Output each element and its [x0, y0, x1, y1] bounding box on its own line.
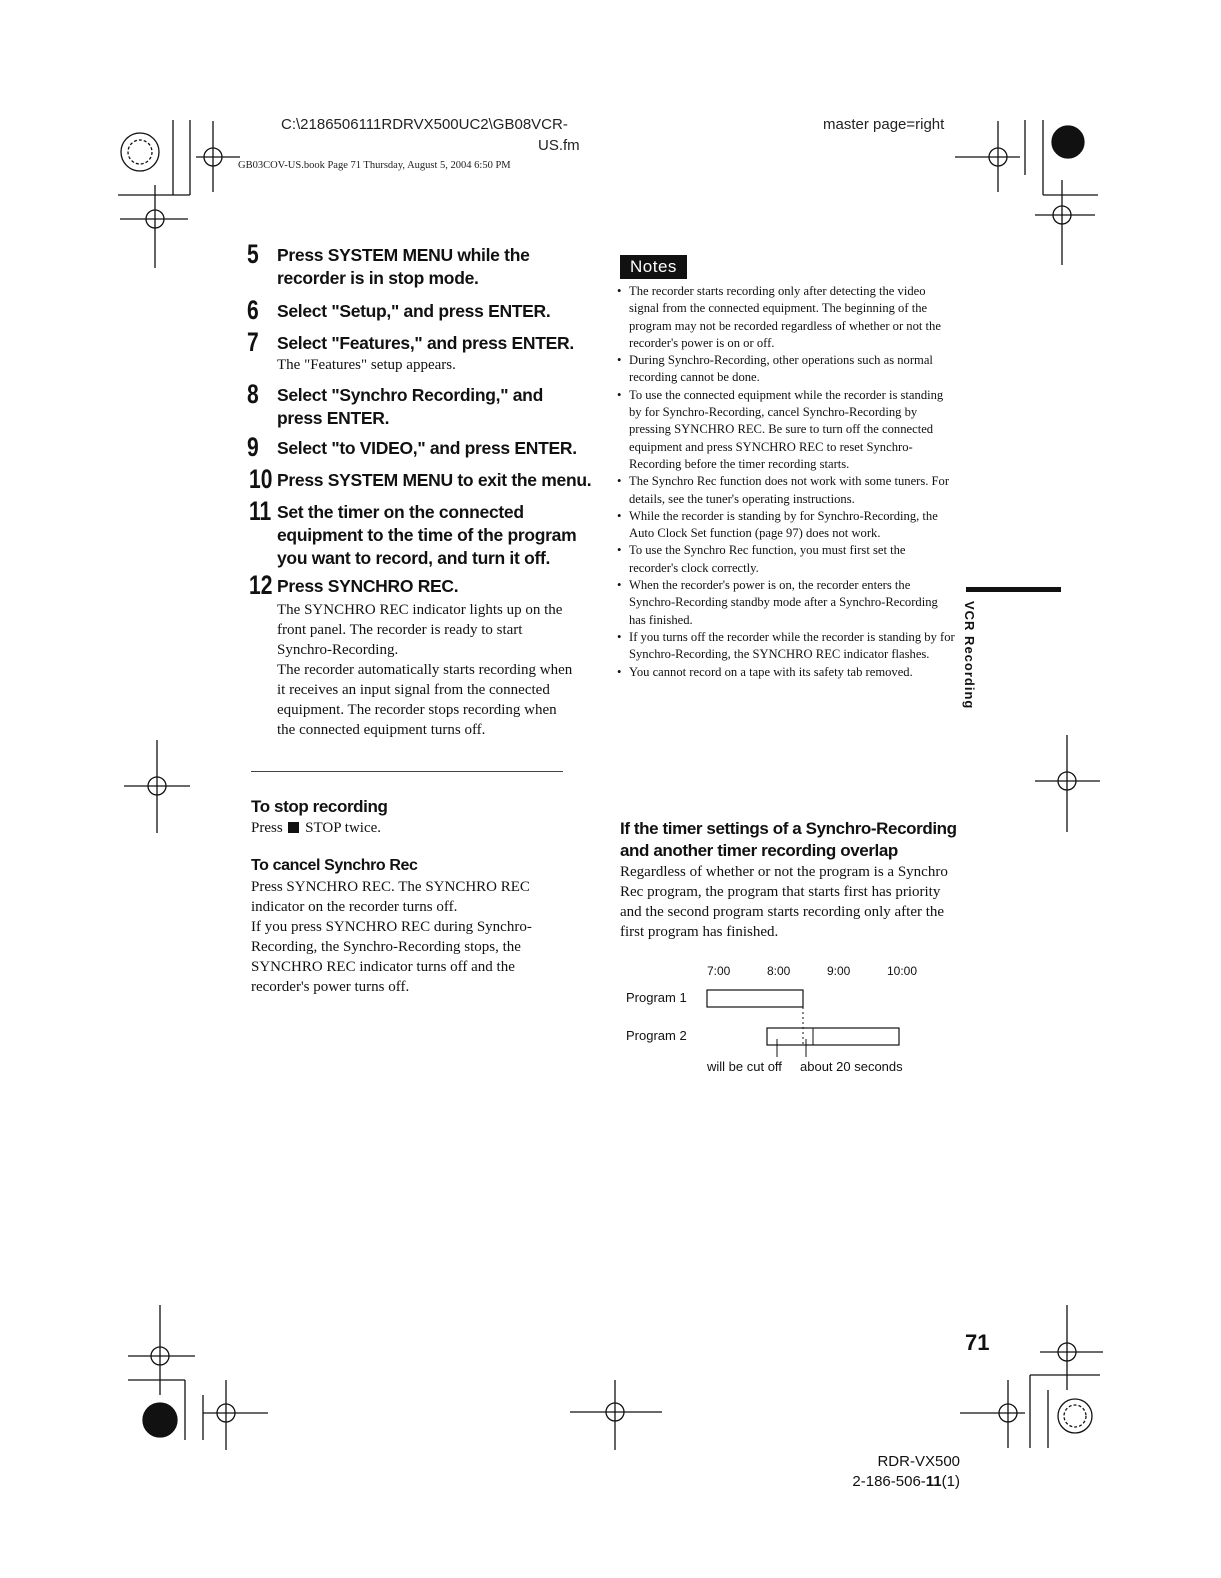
- program-label: Program 2: [626, 1028, 687, 1043]
- model-name: RDR-VX500: [877, 1453, 960, 1470]
- step-number: 11: [249, 496, 272, 526]
- code-suffix: (1): [941, 1473, 960, 1490]
- notes-badge: Notes: [620, 255, 687, 279]
- step-number: 12: [249, 570, 273, 600]
- step-instruction: Press SYNCHRO REC.: [277, 576, 459, 596]
- step-number: 5: [247, 239, 259, 269]
- note-item: • The recorder starts recording only after detecting the video signal from the connected equipment. The beginning of the program may not be recorded regardless of whether or not the recorder's power is on or off.: [617, 283, 955, 352]
- cancel-paragraph: If you press SYNCHRO REC during Synchro-Recording, the Synchro-Recording stops, the SYNCHRO REC indicator turns off and the recorder's power turns off.: [251, 919, 532, 995]
- step-6: [247, 295, 592, 325]
- note-item: • You cannot record on a tape with its safety tab removed.: [617, 664, 955, 681]
- annotation-delay: about 20 seconds: [800, 1059, 903, 1074]
- step-8: [247, 379, 592, 430]
- time-tick-label: 8:00: [767, 964, 791, 978]
- step-note: The "Features" setup appears.: [277, 357, 456, 373]
- stop-recording-heading: To stop recording: [251, 797, 388, 816]
- note-item: • When the recorder's power is on, the recorder enters the Synchro-Recording standby mode after a Synchro-Recording has finished.: [617, 577, 955, 629]
- step-description: The SYNCHRO REC indicator lights up on the front panel. The recorder is ready to start Synchro-Recording.: [277, 602, 563, 658]
- side-tab-bar: [966, 587, 1061, 592]
- step-instruction: Set the timer on the connected equipment to the time of the program you want to record, and turn it off.: [277, 502, 577, 568]
- step-number: 6: [247, 295, 259, 325]
- program-bar: [707, 990, 803, 1007]
- stop-text-post: STOP twice.: [305, 820, 382, 836]
- time-tick-label: 9:00: [827, 964, 851, 978]
- step-number: 10: [249, 464, 273, 494]
- book-info: GB03COV-US.book Page 71 Thursday, August 5, 2004 6:50 PM: [238, 160, 511, 171]
- step-instruction: Select "to VIDEO," and press ENTER.: [277, 438, 577, 458]
- stop-square-icon: [288, 822, 299, 833]
- code-bold: 11: [925, 1473, 942, 1490]
- overlap-heading: If the timer settings of a Synchro-Recording and another timer recording overlap: [620, 819, 957, 860]
- master-page-label: master page=right: [823, 116, 945, 133]
- note-item: • While the recorder is standing by for Synchro-Recording, the Auto Clock Set function (page 97) does not work.: [617, 508, 955, 543]
- step-instruction: Select "Features," and press ENTER.: [277, 333, 574, 353]
- step-number: 9: [247, 432, 259, 462]
- cancel-paragraph: Press SYNCHRO REC. The SYNCHRO REC indicator on the recorder turns off.: [251, 879, 530, 915]
- step-instruction: Press SYSTEM MENU to exit the menu.: [277, 470, 592, 490]
- color-wheel-icon: [121, 133, 159, 171]
- step-12: [247, 570, 592, 740]
- step-instruction: Press SYSTEM MENU while the recorder is in stop mode.: [277, 245, 530, 288]
- step-description: The recorder automatically starts recording when it receives an input signal from the connected equipment. The recorder stops recording when the connected equipment turns off.: [277, 662, 573, 738]
- cancel-synchro-heading: To cancel Synchro Rec: [251, 857, 418, 874]
- side-tab-label: VCR Recording: [962, 601, 977, 710]
- time-tick-label: 7:00: [707, 964, 731, 978]
- step-7: [247, 327, 592, 375]
- file-path-line2: US.fm: [538, 137, 580, 154]
- code-prefix: 2-186-506-: [852, 1473, 926, 1490]
- program-bar: [767, 1028, 899, 1045]
- stop-recording-text: [251, 818, 381, 838]
- cancel-synchro-body: [251, 877, 571, 997]
- document-code: [790, 1473, 960, 1490]
- notes-list: [617, 283, 955, 681]
- step-10: [247, 464, 592, 494]
- overlap-text: Regardless of whether or not the program is a Synchro Rec program, the program that starts first has priority and the second program starts recording only after the first program has finished.: [620, 864, 948, 940]
- step-instruction: Select "Synchro Recording," and press ENTER.: [277, 385, 543, 428]
- step-number: 8: [247, 379, 259, 409]
- step-instruction: Select "Setup," and press ENTER.: [277, 301, 551, 321]
- step-5: [247, 239, 592, 290]
- step-9: [247, 432, 592, 462]
- note-item: • During Synchro-Recording, other operations such as normal recording cannot be done.: [617, 352, 955, 387]
- file-path-line1: C:\2186506111RDRVX500UC2\GB08VCR-: [281, 116, 568, 133]
- page-number: 71: [965, 1330, 990, 1355]
- divider: [251, 771, 563, 772]
- step-11: [247, 496, 592, 570]
- note-item: • If you turns off the recorder while the recorder is standing by for Synchro-Recording, the SYNCHRO REC indicator flashes.: [617, 629, 955, 664]
- step-number: 7: [247, 327, 259, 357]
- program-label: Program 1: [626, 990, 687, 1005]
- annotation-cut-off: will be cut off: [707, 1059, 782, 1074]
- stop-text-pre: Press: [251, 820, 283, 836]
- time-tick-label: 10:00: [887, 964, 918, 978]
- color-wheel-icon: [1058, 1399, 1092, 1433]
- note-item: • To use the Synchro Rec function, you must first set the recorder's clock correctly.: [617, 542, 955, 577]
- note-item: • To use the connected equipment while the recorder is standing by for Synchro-Recording, cancel Synchro-Recording by pressing SYNCHRO REC. Be sure to turn off the connected equipment and press SYNCHRO REC to reset Synchro-Recording before the timer recording starts.: [617, 387, 955, 473]
- note-item: • The Synchro Rec function does not work with some tuners. For details, see the tuner's operating instructions.: [617, 473, 955, 508]
- timeline-diagram: [610, 955, 940, 1085]
